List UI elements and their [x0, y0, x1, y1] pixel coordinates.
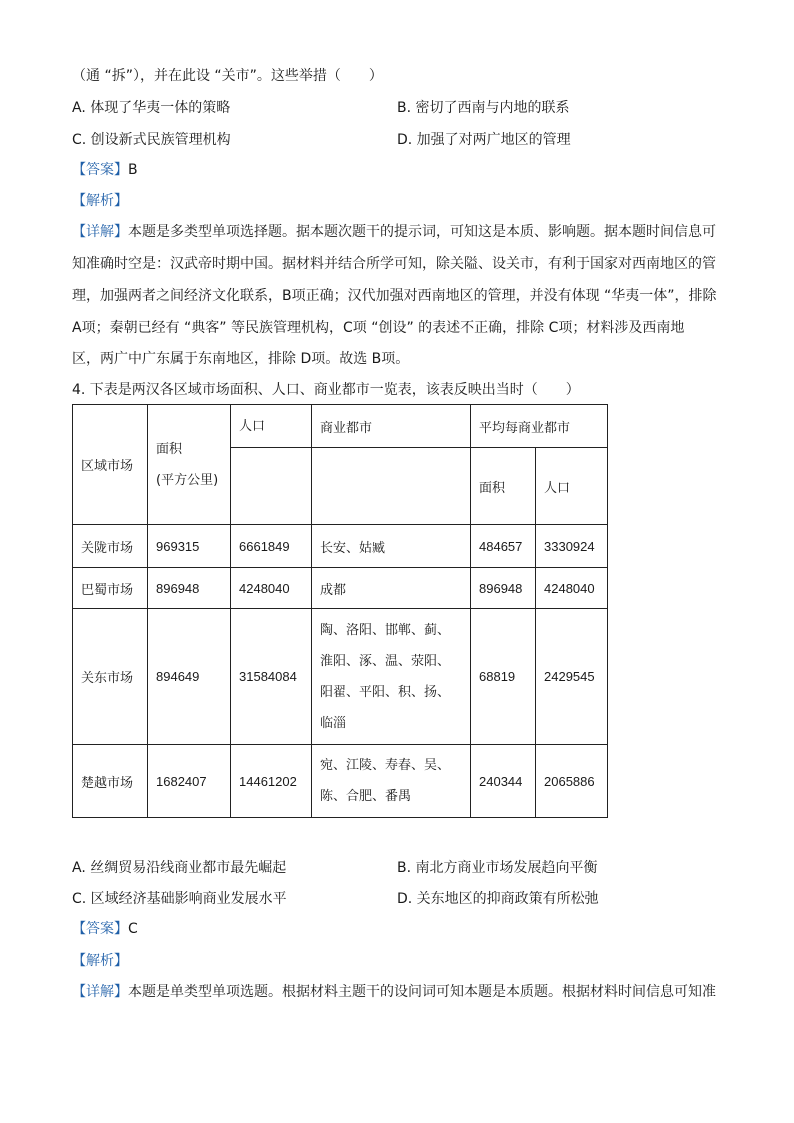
- header-cities-blank: [312, 448, 471, 525]
- detail-text: 本题是多类型单项选择题。据本题次题干的提示词，可知这是本质、影响题。据本题时间信息可: [128, 224, 716, 240]
- city-line: 淮阳、涿、温、荥阳、: [320, 653, 451, 669]
- row-cities: 长安、姑臧: [312, 525, 471, 568]
- header-population-blank: [231, 448, 312, 525]
- city-line: 阳翟、平阳、积、扬、: [320, 684, 451, 700]
- header-avg-pop: 人口: [536, 448, 608, 525]
- detail-tag: 【详解】: [72, 984, 128, 1000]
- q4-stem: 4. 下表是两汉各区域市场面积、人口、商业都市一览表，该表反映出当时（ ）: [72, 382, 580, 398]
- q4-option-a: A. 丝绸贸易沿线商业都市最先崛起: [72, 860, 287, 876]
- table-row: [73, 609, 608, 745]
- answer-tag: 【答案】: [72, 162, 128, 178]
- header-population: 人口: [231, 405, 312, 448]
- q4-option-d: D. 关东地区的抑商政策有所松弛: [397, 891, 599, 907]
- header-area-label: 面积: [156, 441, 183, 457]
- q3-option-a: A. 体现了华夷一体的策略: [72, 100, 231, 116]
- row-area: 894649: [148, 609, 231, 745]
- row-region: 关陇市场: [73, 525, 148, 568]
- row-population: 14461202: [231, 745, 312, 818]
- q4-option-b: B. 南北方商业市场发展趋向平衡: [397, 860, 598, 876]
- row-area: 1682407: [148, 745, 231, 818]
- row-population: 4248040: [231, 568, 312, 609]
- answer-tag: 【答案】: [72, 921, 128, 937]
- q3-answer: [72, 160, 138, 180]
- q3-detail-line-1: [72, 222, 716, 242]
- row-avg-area: 68819: [471, 609, 536, 745]
- table-row: [73, 568, 608, 609]
- row-avg-area: 484657: [471, 525, 536, 568]
- answer-value: B: [128, 162, 138, 178]
- header-cities: 商业都市: [312, 405, 471, 448]
- q3-option-c: C. 创设新式民族管理机构: [72, 132, 231, 148]
- market-table: [72, 404, 608, 818]
- header-area: [148, 405, 231, 525]
- detail-text: 本题是单类型单项选题。根据材料主题干的设问词可知本题是本质题。根据材料时间信息可知准: [128, 984, 716, 1000]
- q4-answer: [72, 919, 138, 939]
- answer-value: C: [128, 921, 138, 937]
- row-cities: [312, 745, 471, 818]
- q4-option-c: C. 区域经济基础影响商业发展水平: [72, 891, 287, 907]
- q3-detail-line-3: 理，加强两者之间经济文化联系，B项正确；汉代加强对西南地区的管理，并没有体现 “华夷一体”，排除: [72, 288, 717, 304]
- city-line: 陶、洛阳、邯郸、蓟、: [320, 622, 451, 638]
- header-area-unit: (平方公里): [156, 472, 219, 488]
- city-line: 陈、合肥、番禺: [320, 789, 412, 804]
- row-avg-pop: 3330924: [536, 525, 608, 568]
- row-population: 6661849: [231, 525, 312, 568]
- row-avg-area: 896948: [471, 568, 536, 609]
- table-row: [73, 525, 608, 568]
- q3-option-d: D. 加强了对两广地区的管理: [397, 132, 571, 148]
- detail-tag: 【详解】: [72, 224, 128, 240]
- row-region: 楚越市场: [73, 745, 148, 818]
- q4-analysis-tag: 【解析】: [72, 953, 128, 969]
- row-area: 896948: [148, 568, 231, 609]
- row-avg-pop: 2429545: [536, 609, 608, 745]
- row-cities: 成都: [312, 568, 471, 609]
- row-cities: [312, 609, 471, 745]
- header-avg-area: 面积: [471, 448, 536, 525]
- intro-line: （通 “拆”），并在此设 “关市”。这些举措（ ）: [72, 68, 383, 84]
- row-avg-pop: 2065886: [536, 745, 608, 818]
- city-line: 宛、江陵、寿春、吴、: [320, 758, 451, 773]
- row-population: 31584084: [231, 609, 312, 745]
- header-avg: 平均每商业都市: [471, 405, 608, 448]
- row-area: 969315: [148, 525, 231, 568]
- q4-detail-line-1: [72, 982, 716, 1002]
- q3-detail-line-5: 区，两广中广东属于东南地区，排除 D项。故选 B项。: [72, 351, 410, 367]
- q3-analysis-tag: 【解析】: [72, 193, 128, 209]
- header-region: 区域市场: [73, 405, 148, 525]
- q3-option-b: B. 密切了西南与内地的联系: [397, 100, 570, 116]
- row-avg-area: 240344: [471, 745, 536, 818]
- q3-detail-line-2: 知准确时空是：汉武帝时期中国。据材料并结合所学可知，除关隘、设关市，有利于国家对西南地区的管: [72, 256, 716, 272]
- city-line: 临淄: [320, 715, 347, 731]
- row-region: 关东市场: [73, 609, 148, 745]
- row-region: 巴蜀市场: [73, 568, 148, 609]
- row-avg-pop: 4248040: [536, 568, 608, 609]
- q3-detail-line-4: A项；秦朝已经有 “典客” 等民族管理机构，C项 “创设” 的表述不正确，排除 C项；材料涉及西南地: [72, 320, 685, 336]
- table-row: [73, 745, 608, 818]
